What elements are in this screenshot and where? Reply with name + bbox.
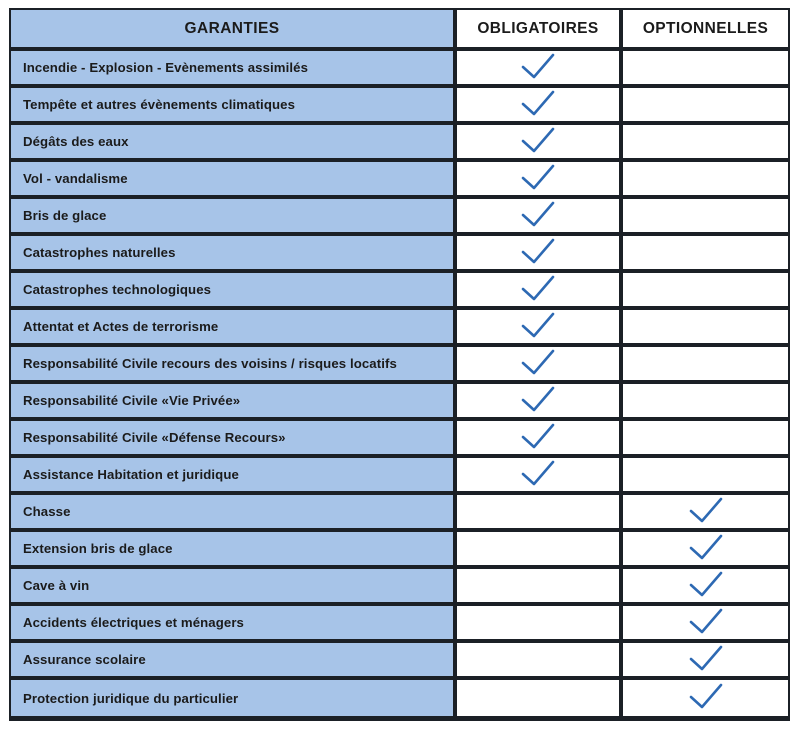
table-row bbox=[11, 495, 788, 528]
table-row bbox=[11, 569, 788, 602]
check-icon bbox=[520, 311, 556, 339]
optional-cell bbox=[623, 458, 788, 491]
guarantee-label: Responsabilité Civile «Vie Privée» bbox=[11, 384, 453, 417]
optional-cell bbox=[623, 643, 788, 676]
check-icon bbox=[688, 607, 724, 635]
guarantee-label: Vol - vandalisme bbox=[11, 162, 453, 195]
optional-cell bbox=[623, 347, 788, 380]
mandatory-cell bbox=[457, 236, 619, 269]
guarantee-label: Assurance scolaire bbox=[11, 643, 453, 676]
optional-cell bbox=[623, 51, 788, 84]
check-icon bbox=[520, 422, 556, 450]
check-icon bbox=[520, 163, 556, 191]
guarantee-label: Tempête et autres évènements climatiques bbox=[11, 88, 453, 121]
guarantee-label: Chasse bbox=[11, 495, 453, 528]
guarantee-label: Bris de glace bbox=[11, 199, 453, 232]
mandatory-cell bbox=[457, 347, 619, 380]
table-row bbox=[11, 384, 788, 417]
header-optional: OPTIONNELLES bbox=[623, 10, 788, 47]
mandatory-cell bbox=[457, 51, 619, 84]
table-row bbox=[11, 125, 788, 158]
guarantee-label: Protection juridique du particulier bbox=[11, 680, 453, 716]
mandatory-cell bbox=[457, 384, 619, 417]
guarantee-label: Catastrophes technologiques bbox=[11, 273, 453, 306]
check-icon bbox=[520, 200, 556, 228]
table-row bbox=[11, 310, 788, 343]
table-row bbox=[11, 162, 788, 195]
mandatory-cell bbox=[457, 643, 619, 676]
optional-cell bbox=[623, 125, 788, 158]
mandatory-cell bbox=[457, 88, 619, 121]
mandatory-cell bbox=[457, 532, 619, 565]
guarantee-label: Accidents électriques et ménagers bbox=[11, 606, 453, 639]
guarantee-label: Assistance Habitation et juridique bbox=[11, 458, 453, 491]
guarantee-label: Responsabilité Civile recours des voisins / risques locatifs bbox=[11, 347, 453, 380]
table-row bbox=[11, 199, 788, 232]
header-row bbox=[11, 10, 788, 47]
check-icon bbox=[520, 89, 556, 117]
optional-cell bbox=[623, 606, 788, 639]
header-mandatory: OBLIGATOIRES bbox=[457, 10, 619, 47]
mandatory-cell bbox=[457, 569, 619, 602]
optional-cell bbox=[623, 236, 788, 269]
table-row bbox=[11, 88, 788, 121]
optional-cell bbox=[623, 310, 788, 343]
check-icon bbox=[520, 385, 556, 413]
optional-cell bbox=[623, 162, 788, 195]
table-row bbox=[11, 606, 788, 639]
table-row bbox=[11, 273, 788, 306]
table-row bbox=[11, 532, 788, 565]
table-row bbox=[11, 643, 788, 676]
mandatory-cell bbox=[457, 680, 619, 716]
mandatory-cell bbox=[457, 458, 619, 491]
guarantee-label: Responsabilité Civile «Défense Recours» bbox=[11, 421, 453, 454]
mandatory-cell bbox=[457, 162, 619, 195]
check-icon bbox=[520, 237, 556, 265]
guarantee-label: Extension bris de glace bbox=[11, 532, 453, 565]
check-icon bbox=[688, 682, 724, 710]
check-icon bbox=[520, 52, 556, 80]
optional-cell bbox=[623, 88, 788, 121]
check-icon bbox=[520, 348, 556, 376]
table-row bbox=[11, 680, 788, 716]
optional-cell bbox=[623, 532, 788, 565]
mandatory-cell bbox=[457, 310, 619, 343]
optional-cell bbox=[623, 199, 788, 232]
optional-cell bbox=[623, 680, 788, 716]
table-row bbox=[11, 458, 788, 491]
check-icon bbox=[520, 126, 556, 154]
guarantee-label: Incendie - Explosion - Evènements assimilés bbox=[11, 51, 453, 84]
optional-cell bbox=[623, 384, 788, 417]
optional-cell bbox=[623, 421, 788, 454]
mandatory-cell bbox=[457, 125, 619, 158]
table-row bbox=[11, 347, 788, 380]
check-icon bbox=[520, 274, 556, 302]
mandatory-cell bbox=[457, 606, 619, 639]
guarantee-label: Cave à vin bbox=[11, 569, 453, 602]
mandatory-cell bbox=[457, 495, 619, 528]
header-guarantees: GARANTIES bbox=[11, 10, 453, 47]
mandatory-cell bbox=[457, 199, 619, 232]
table-row bbox=[11, 421, 788, 454]
guarantee-label: Attentat et Actes de terrorisme bbox=[11, 310, 453, 343]
mandatory-cell bbox=[457, 273, 619, 306]
optional-cell bbox=[623, 569, 788, 602]
guarantees-table bbox=[11, 10, 788, 716]
table-body bbox=[11, 47, 788, 716]
table-row bbox=[11, 236, 788, 269]
table-row bbox=[11, 51, 788, 84]
optional-cell bbox=[623, 273, 788, 306]
check-icon bbox=[688, 644, 724, 672]
check-icon bbox=[688, 533, 724, 561]
guarantee-label: Dégâts des eaux bbox=[11, 125, 453, 158]
optional-cell bbox=[623, 495, 788, 528]
check-icon bbox=[520, 459, 556, 487]
guarantee-label: Catastrophes naturelles bbox=[11, 236, 453, 269]
mandatory-cell bbox=[457, 421, 619, 454]
check-icon bbox=[688, 570, 724, 598]
check-icon bbox=[688, 496, 724, 524]
